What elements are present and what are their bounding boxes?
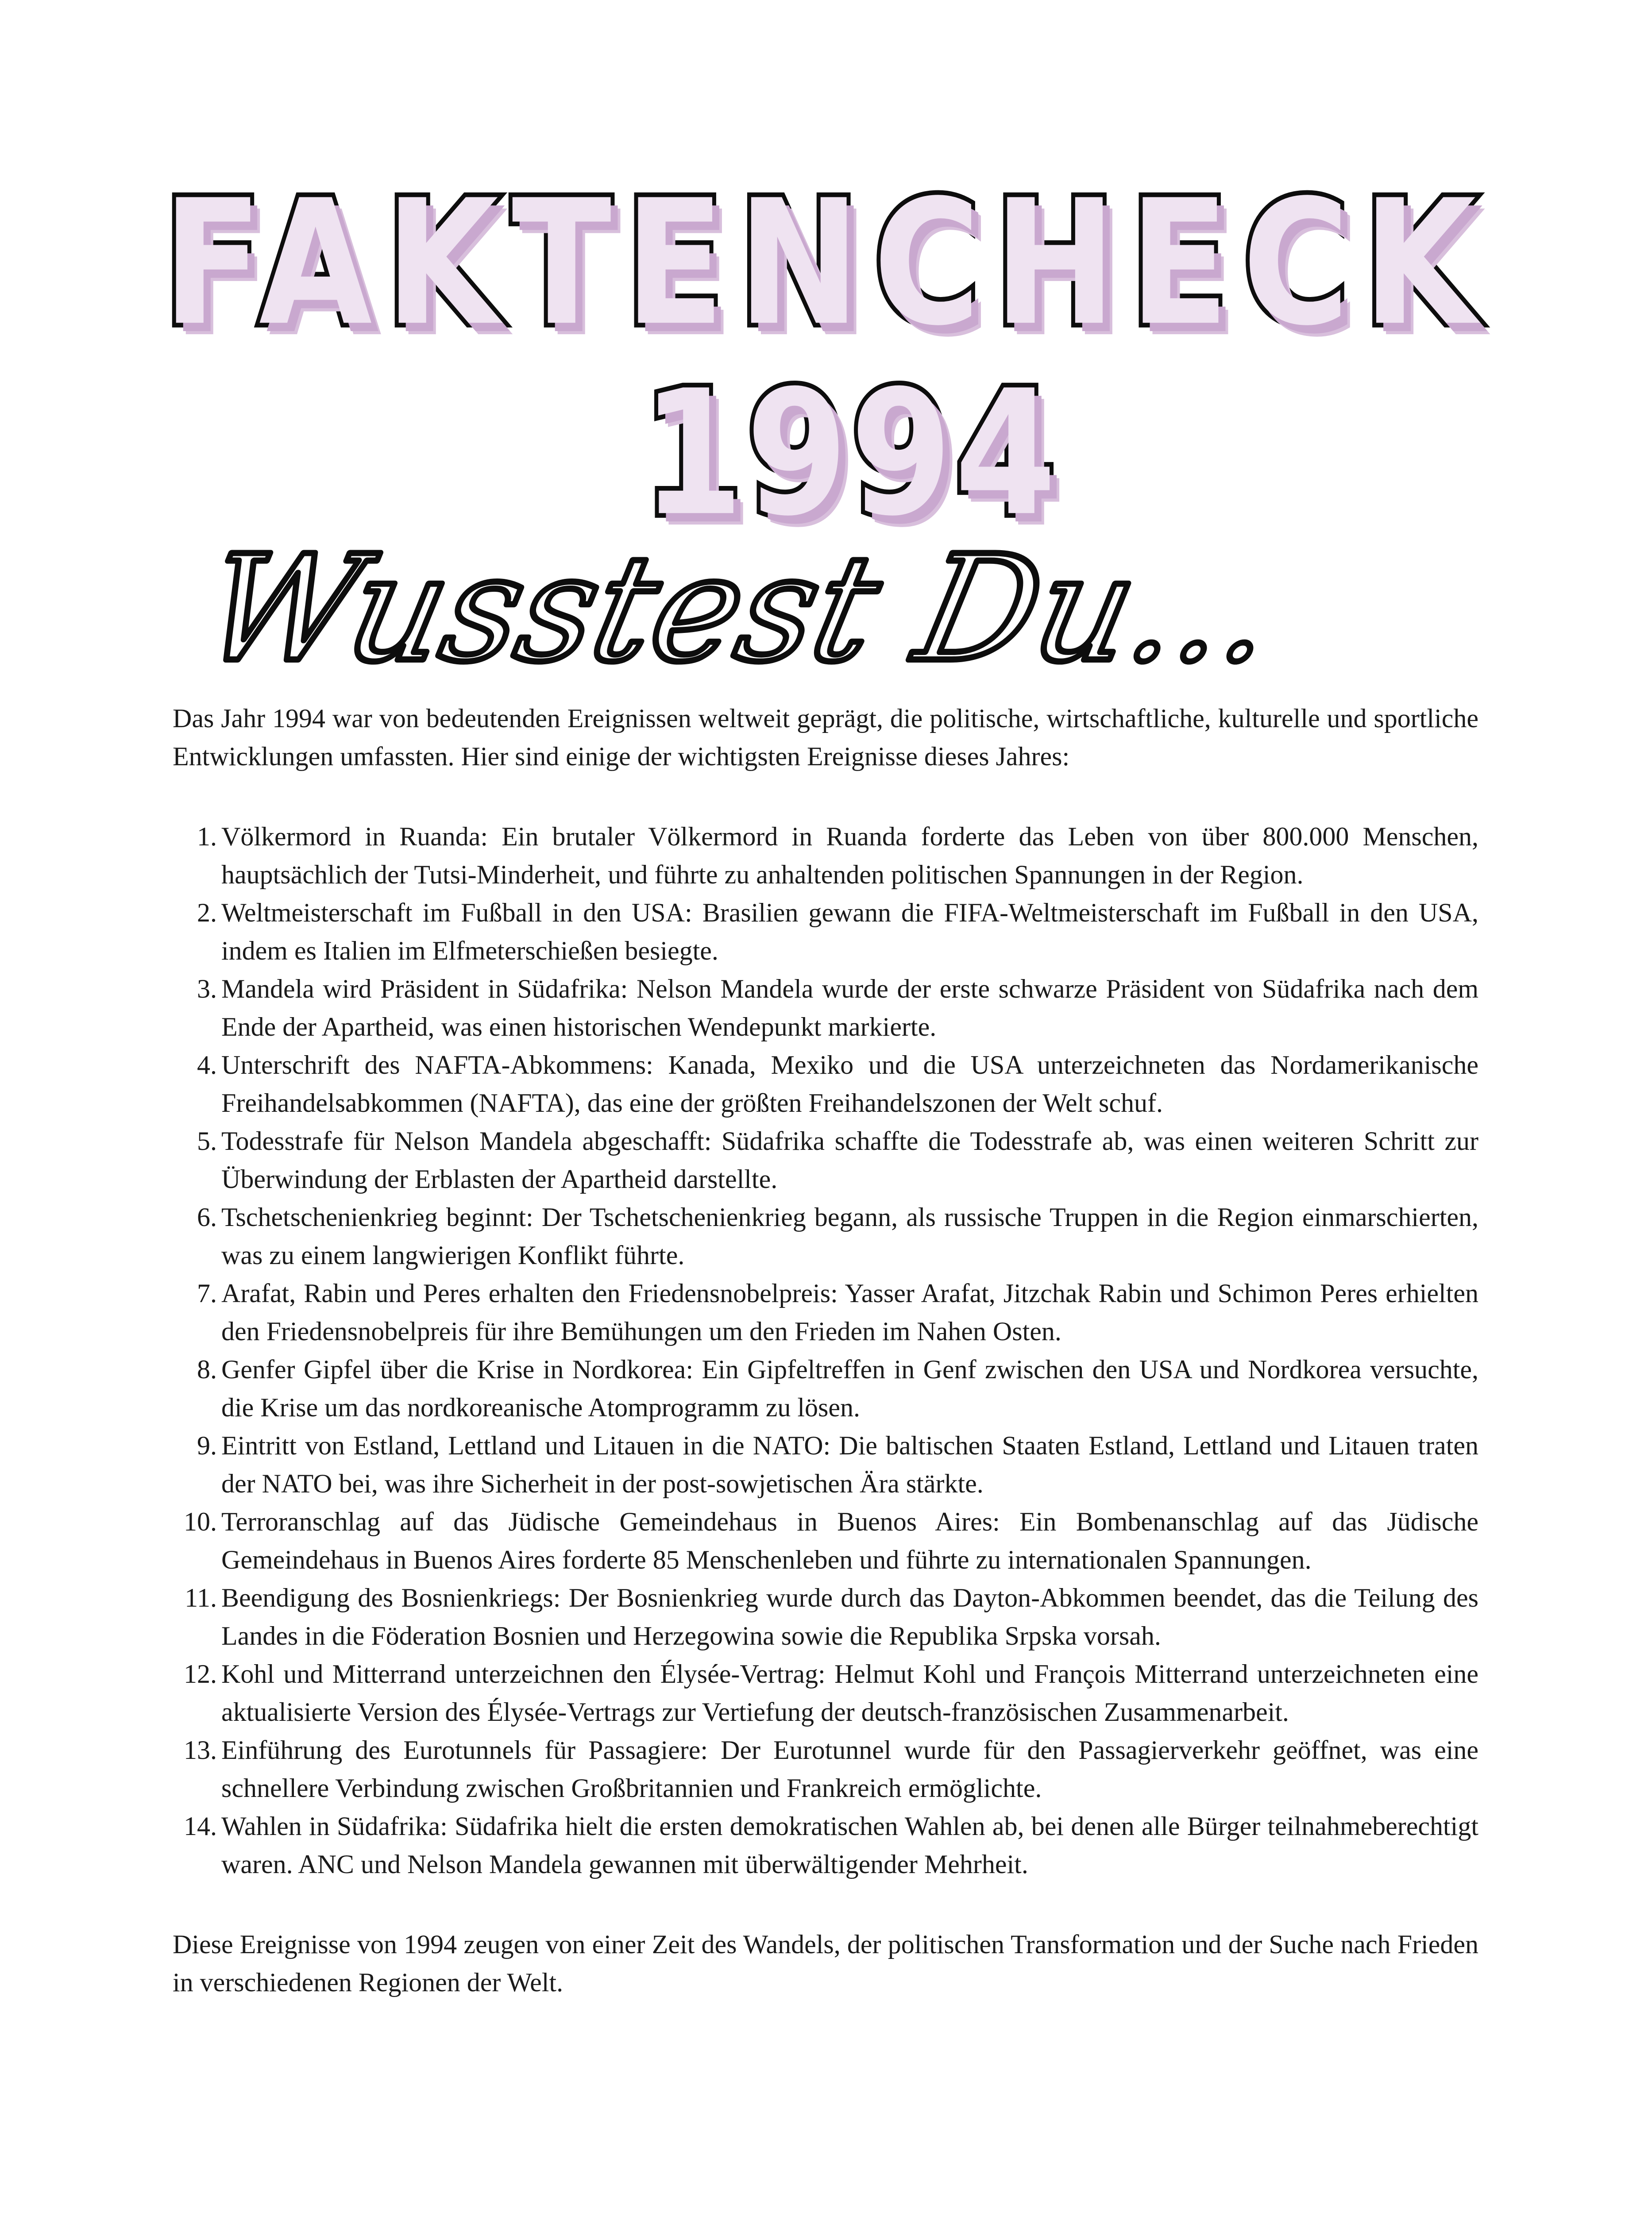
list-item-number: 11.: [185, 1583, 217, 1612]
list-item-text: Wahlen in Südafrika: Südafrika hielt die ersten demokratischen Wahlen ab, bei denen alle Bürger teilnahmeberechtigt waren. ANC und Nelson Mandela gewannen mit überwältigender Mehrheit.: [221, 1812, 1478, 1879]
list-item: [173, 1274, 1478, 1350]
list-item-number: 4.: [197, 1050, 217, 1080]
list-item-text: Kohl und Mitterrand unterzeichnen den Élysée-Vertrag: Helmut Kohl und François Mitterrand unterzeichneten eine aktualisierte Version des Élysée-Vertrags zur Vertiefung der deutsch-französischen Zusammenarbeit.: [221, 1659, 1478, 1727]
list-item-text: Todesstrafe für Nelson Mandela abgeschafft: Südafrika schaffte die Todesstrafe ab, was einen weiteren Schritt zur Überwindung der Erblasten der Apartheid darstellte.: [221, 1126, 1478, 1194]
list-item: [173, 1579, 1478, 1655]
list-item-number: 1.: [197, 822, 217, 851]
list-item-text: Eintritt von Estland, Lettland und Litauen in die NATO: Die baltischen Staaten Estland, Lettland und Litauen traten der NATO bei, was ihre Sicherheit in der post-sowjetischen Ära stärkte.: [221, 1431, 1478, 1498]
list-item-text: Mandela wird Präsident in Südafrika: Nelson Mandela wurde der erste schwarze Präsident von Südafrika nach dem Ende der Apartheid, was einen historischen Wendepunkt markierte.: [221, 974, 1478, 1041]
list-item-number: 7.: [197, 1279, 217, 1308]
page-title-year: 1994: [641, 353, 1059, 554]
list-item-number: 12.: [184, 1659, 217, 1689]
list-item-text: Tschetschenienkrieg beginnt: Der Tschetschenienkrieg begann, als russische Truppen in die Region einmarschierten, was zu einem langwierigen Konflikt führte.: [221, 1203, 1478, 1270]
list-item-number: 14.: [184, 1812, 217, 1841]
list-item-text: Völkermord in Ruanda: Ein brutaler Völkermord in Ruanda forderte das Leben von über 800.000 Menschen, hauptsächlich der Tutsi-Minderheit, und führte zu anhaltenden politischen Spannungen in der Region.: [221, 822, 1478, 889]
list-item-text: Unterschrift des NAFTA-Abkommens: Kanada, Mexiko und die USA unterzeichneten das Nordamerikanische Freihandelsabkommen (NAFTA), das eine der größten Freihandelszonen der Welt schuf.: [221, 1050, 1478, 1118]
list-item: [173, 1350, 1478, 1426]
list-item-text: Terroranschlag auf das Jüdische Gemeindehaus in Buenos Aires: Ein Bombenanschlag auf das Jüdische Gemeindehaus in Buenos Aires forderte 85 Menschenleben und führte zu internationalen Spannungen.: [221, 1507, 1478, 1574]
list-item-text: Einführung des Eurotunnels für Passagiere: Der Eurotunnel wurde für den Passagierverkehr geöffnet, was eine schnellere Verbindung zwischen Großbritannien und Frankreich ermöglichte.: [221, 1735, 1478, 1803]
list-item-number: 3.: [197, 974, 217, 1003]
list-item: [173, 1198, 1478, 1274]
closing-paragraph: Diese Ereignisse von 1994 zeugen von einer Zeit des Wandels, der politischen Transformation und der Suche nach Frieden in verschiedenen Regionen der Welt.: [173, 1930, 1478, 1997]
intro-paragraph: Das Jahr 1994 war von bedeutenden Ereignissen weltweit geprägt, die politische, wirtschaftliche, kulturelle und sportliche Entwicklungen umfassten. Hier sind einige der wichtigsten Ereignisse dieses Jahres:: [173, 704, 1478, 771]
list-item: [173, 1731, 1478, 1807]
list-item: [173, 1503, 1478, 1579]
list-item-text: Weltmeisterschaft im Fußball in den USA: Brasilien gewann die FIFA-Weltmeisterschaft im Fußball in den USA, indem es Italien im Elfmeterschießen besiegte.: [221, 898, 1478, 965]
list-item: [173, 1046, 1478, 1122]
list-item-number: 2.: [197, 898, 217, 927]
list-item-text: Beendigung des Bosnienkriegs: Der Bosnienkrieg wurde durch das Dayton-Abkommen beendet, das die Teilung des Landes in die Föderation Bosnien und Herzegowina sowie die Republika Srpska vorsah.: [221, 1583, 1478, 1650]
list-item: [173, 1655, 1478, 1731]
script-heading: [190, 524, 1290, 713]
list-item: [173, 817, 1478, 894]
events-list: [173, 817, 1478, 1883]
list-item-text: Arafat, Rabin und Peres erhalten den Friedensnobelpreis: Yasser Arafat, Jitzchak Rabin und Schimon Peres erhielten den Friedensnobelpreis für ihre Bemühungen um den Frieden im Nahen Osten.: [221, 1279, 1478, 1346]
page-title: FAKTENCHECK: [162, 163, 1490, 364]
list-item-number: 5.: [197, 1126, 217, 1156]
list-item-number: 8.: [197, 1355, 217, 1384]
list-item: [173, 894, 1478, 970]
list-item-text: Genfer Gipfel über die Krise in Nordkorea: Ein Gipfeltreffen in Genf zwischen den USA und Nordkorea versuchte, die Krise um das nordkoreanische Atomprogramm zu lösen.: [221, 1355, 1478, 1422]
list-item: [173, 1807, 1478, 1883]
list-item: [173, 1122, 1478, 1198]
list-item: [173, 1426, 1478, 1503]
script-heading-text: Wusstest Du...: [190, 524, 1290, 694]
list-item-number: 9.: [197, 1431, 217, 1460]
list-item-number: 6.: [197, 1203, 217, 1232]
list-item-number: 10.: [184, 1507, 217, 1536]
list-item: [173, 970, 1478, 1046]
article-body: [173, 699, 1478, 2001]
list-item-number: 13.: [184, 1735, 217, 1765]
